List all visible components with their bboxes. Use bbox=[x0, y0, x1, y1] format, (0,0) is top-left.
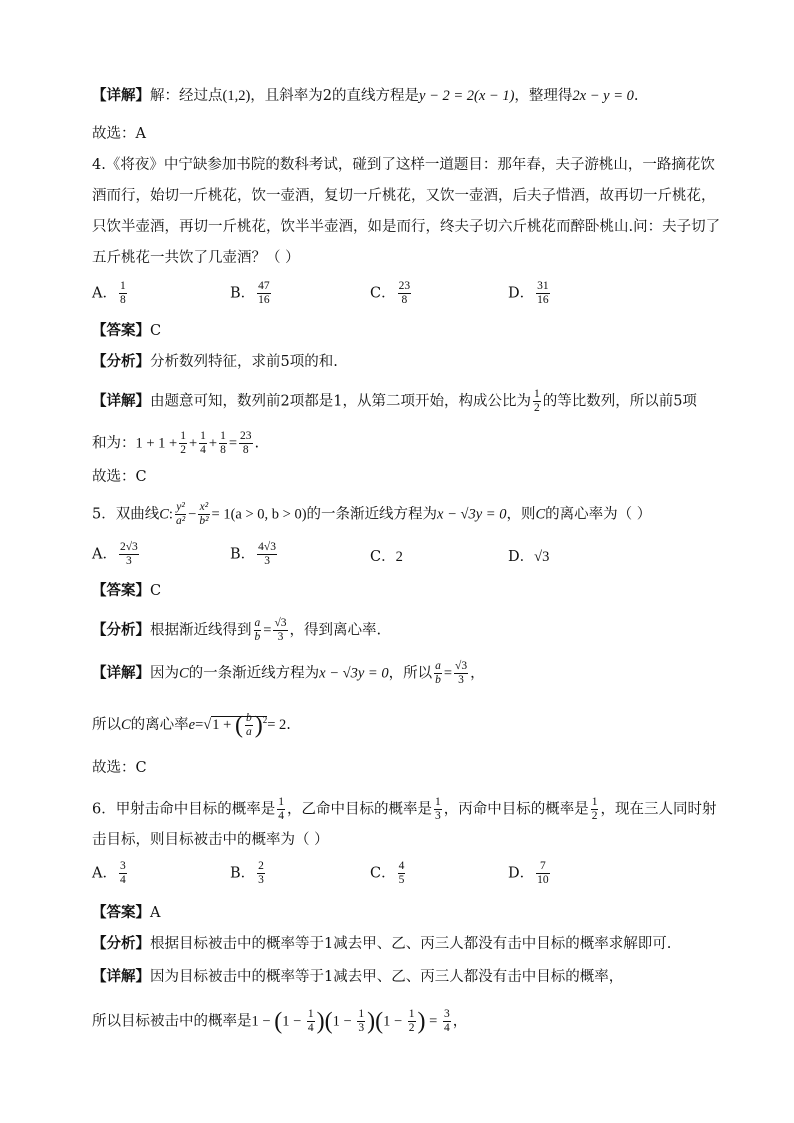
numerator: 1 bbox=[119, 280, 126, 292]
q5-option-b bbox=[230, 541, 279, 568]
option-label: C． bbox=[370, 285, 396, 302]
numerator: 1 bbox=[591, 796, 598, 808]
q4-analysis bbox=[92, 352, 338, 372]
stem-text: ，乙命中目标的概率是 bbox=[286, 801, 432, 818]
denominator: 4 bbox=[119, 874, 126, 886]
stem-text: 的离心率为（ ） bbox=[545, 506, 652, 523]
denominator: a bbox=[245, 726, 252, 738]
q4-detail bbox=[92, 388, 697, 415]
q5-eccentricity-line: 所以C的离心率e=√1 + ( $\frac{b}{a}$ )$^2$= 2. bbox=[92, 712, 291, 739]
denominator: 3 bbox=[358, 1022, 365, 1034]
q6-final-line: 所以目标被击中的概率是1 − (1 − $\frac{1}{4}$ )(1 − $\frac{1}{3}$ )(1 − $\frac{1}{2}$ ) = $\frac{3}{4}$ ， bbox=[92, 1008, 468, 1035]
denominator: 3 bbox=[264, 555, 270, 567]
analysis-tag: 【分析】 bbox=[92, 354, 150, 370]
q3-detail-text-c: ，整理得 bbox=[514, 88, 573, 104]
detail-tag: 【详解】 bbox=[92, 969, 150, 985]
detail-text: 因为 bbox=[150, 665, 179, 682]
q4-option-d bbox=[508, 280, 552, 307]
option-value: √3 bbox=[534, 549, 550, 565]
fraction bbox=[398, 280, 412, 307]
denominator: 16 bbox=[537, 294, 549, 306]
q6-stem-line-2: 击目标，则目标被击中的概率为（ ） bbox=[92, 832, 329, 848]
numerator: 1 bbox=[533, 388, 540, 400]
detail-text: 的离心率 bbox=[130, 716, 189, 733]
option-label: A． bbox=[92, 285, 117, 302]
numerator: √3 bbox=[274, 617, 287, 629]
q5-choice: 故选：C bbox=[92, 760, 147, 776]
numerator: 2√3 bbox=[119, 541, 138, 553]
q5-analysis: 【分析】根据渐近线得到 $\frac{a}{b}$ = $\frac{√3}{3}$ ，得到离心率. bbox=[92, 617, 382, 643]
fraction bbox=[307, 1008, 315, 1035]
fraction bbox=[536, 280, 550, 307]
q4-choice: 故选：C bbox=[92, 469, 147, 485]
numerator: 3 bbox=[119, 860, 126, 872]
eccentricity-variable: e bbox=[188, 716, 196, 733]
condition: = 1(a > 0, b > 0) bbox=[211, 506, 307, 523]
analysis-text: 根据目标被击中的概率等于1减去甲、乙、丙三人都没有击中目标的概率求解即可. bbox=[150, 936, 672, 952]
eccentricity-value: = 2 bbox=[267, 716, 287, 733]
denominator: 3 bbox=[126, 555, 132, 567]
q3-detail-text-a: 解：经过点 bbox=[150, 88, 223, 104]
q3-detail-text-b: ，且斜率为2的直线方程是 bbox=[250, 88, 420, 104]
q4-stem-line-3: 只饮半壶酒，再切一斤桃花，饮半半壶酒，如是而行，终夫子切六斤桃花而醉卧桃山.问：夫子切了 bbox=[92, 219, 721, 235]
denominator: 2 bbox=[533, 402, 540, 414]
fraction bbox=[257, 541, 277, 568]
numerator: y² bbox=[176, 501, 185, 513]
fraction bbox=[245, 712, 253, 739]
option-label: B． bbox=[230, 865, 256, 882]
numerator: 1 bbox=[408, 1008, 415, 1020]
fraction bbox=[257, 860, 265, 887]
option-label: A． bbox=[92, 546, 117, 563]
detail-text: ，所以 bbox=[388, 665, 433, 682]
fraction bbox=[398, 860, 406, 887]
curve-name: C bbox=[179, 665, 189, 682]
fraction bbox=[119, 541, 139, 568]
numerator: 1 bbox=[278, 796, 284, 808]
detail-text: 所以目标被击中的概率是 bbox=[92, 1013, 252, 1030]
numerator: b bbox=[245, 712, 252, 724]
q4-stem-line-1: 4.《将夜》中宁缺参加书院的数科考试，碰到了这样一道题目：那年春，夫子游桃山，一路摘花饮 bbox=[92, 157, 715, 173]
q6-analysis bbox=[92, 934, 671, 954]
detail-text: 由题意可知，数列前2项都是1，从第二项开始，构成公比为 bbox=[150, 393, 531, 410]
q4-stem-line-2: 酒而行，始切一斤桃花，饮一壶酒，复切一斤桃花，又饮一壶酒，后夫子惜酒，故再切一斤桃花， bbox=[92, 188, 716, 204]
analysis-tag: 【分析】 bbox=[92, 622, 150, 639]
q6-option-d bbox=[508, 860, 552, 887]
stem-text: ，丙命中目标的概率是 bbox=[443, 801, 589, 818]
curve-name: C bbox=[535, 506, 546, 523]
q6-option-a bbox=[92, 860, 129, 887]
answer-tag: 【答案】 bbox=[92, 905, 150, 921]
denominator: 2 bbox=[408, 1022, 415, 1034]
fraction bbox=[254, 617, 262, 644]
denominator: 8 bbox=[401, 294, 408, 306]
numerator: 1 bbox=[180, 430, 186, 442]
denominator: 3 bbox=[434, 810, 441, 822]
q4-option-a bbox=[92, 280, 129, 307]
asymptote-equation: x − √3y = 0 bbox=[437, 506, 507, 523]
sum-prefix: 和为： bbox=[92, 435, 136, 452]
denominator: a² bbox=[175, 515, 186, 527]
denominator: 10 bbox=[537, 874, 549, 886]
curve-name: C bbox=[159, 506, 169, 523]
denominator: 8 bbox=[242, 444, 249, 456]
denominator: 16 bbox=[258, 294, 270, 306]
q4-option-b bbox=[230, 280, 273, 307]
option-label: B． bbox=[230, 546, 256, 563]
option-label: A． bbox=[92, 865, 117, 882]
denominator: 4 bbox=[278, 810, 284, 822]
asymptote-equation: x − √3y = 0 bbox=[319, 665, 389, 682]
q6-option-c bbox=[370, 860, 407, 887]
analysis-text: 根据渐近线得到 bbox=[150, 622, 252, 639]
detail-text: 的一条渐近线方程为 bbox=[188, 665, 320, 682]
detail-tag: 【详解】 bbox=[92, 665, 150, 682]
answer-value: A bbox=[150, 905, 161, 921]
q5-detail: 【详解】因为C的一条渐近线方程为x − √3y = 0，所以 $\frac{a}{b}$ = $\frac{√3}{3}$ ， bbox=[92, 660, 485, 686]
q5-option-d bbox=[508, 545, 549, 566]
fraction bbox=[434, 796, 442, 823]
q4-option-c bbox=[370, 280, 413, 307]
detail-text: 的等比数列，所以前5项 bbox=[542, 393, 697, 410]
ratio-fraction bbox=[533, 388, 541, 415]
fraction bbox=[434, 660, 442, 687]
denominator: 3 bbox=[258, 874, 264, 886]
numerator: 1 bbox=[358, 1008, 365, 1020]
numerator: 31 bbox=[537, 280, 549, 292]
numerator: 23 bbox=[398, 280, 411, 292]
q6-option-b bbox=[230, 860, 267, 887]
numerator: 1 bbox=[220, 430, 226, 442]
q3-period: . bbox=[633, 88, 639, 104]
q6-answer bbox=[92, 903, 160, 923]
fraction bbox=[179, 430, 187, 457]
numerator: 1 bbox=[307, 1008, 314, 1020]
q4-stem-line-4: 五斤桃花一共饮了几壶酒？（ ） bbox=[92, 250, 300, 266]
fraction bbox=[408, 1008, 416, 1035]
fraction bbox=[273, 617, 287, 644]
analysis-tag: 【分析】 bbox=[92, 936, 150, 952]
numerator: x² bbox=[199, 501, 209, 513]
fraction bbox=[175, 501, 186, 528]
denominator: 3 bbox=[277, 631, 284, 643]
numerator: 4√3 bbox=[258, 541, 276, 553]
q3-equation: y − 2 = 2(x − 1) bbox=[419, 88, 515, 104]
numerator: 23 bbox=[240, 430, 252, 442]
detail-tag: 【详解】 bbox=[92, 88, 150, 104]
fraction bbox=[277, 796, 285, 823]
numerator: 1 bbox=[200, 430, 206, 442]
detail-tag: 【详解】 bbox=[92, 393, 150, 410]
fraction bbox=[536, 860, 550, 887]
q4-answer bbox=[92, 321, 161, 341]
numerator: √3 bbox=[455, 660, 468, 672]
period: . bbox=[286, 716, 291, 733]
option-label: D． bbox=[508, 285, 535, 302]
denominator: b² bbox=[199, 515, 209, 527]
q6-stem-line-1 bbox=[92, 796, 716, 823]
numerator: 47 bbox=[258, 280, 270, 292]
stem-text: 6．甲射击命中目标的概率是 bbox=[92, 801, 276, 818]
q4-sum-line: 和为：1 + 1 + $\frac{1}{2}$ + $\frac{1}{4}$ + $\frac{1}{8}$ = $\frac{23}{8}$ . bbox=[92, 430, 260, 456]
fraction bbox=[219, 430, 227, 457]
curve-name: C bbox=[121, 716, 131, 733]
q5-stem: 5．双曲线C: $\frac{\text{y²}}{\text{a²}}$ − $\frac{\text{x²}}{\text{b²}}$ = 1(a > 0, b > 0)的一条渐近线方程为x − √3y = 0，则C的离心率为（ ） bbox=[92, 501, 652, 527]
option-label: D． bbox=[508, 865, 535, 882]
detail-text: 所以 bbox=[92, 716, 121, 733]
numerator: 2 bbox=[258, 860, 264, 872]
sqrt-expression: 1 + ( $\frac{b}{a}$ )$^2$ bbox=[212, 712, 268, 739]
stem-text: 5．双曲线 bbox=[92, 506, 160, 523]
option-label: C． bbox=[370, 865, 396, 882]
fraction bbox=[119, 280, 127, 307]
fraction bbox=[119, 860, 127, 887]
denominator: 2 bbox=[180, 444, 186, 456]
detail-text: 因为目标被击中的概率等于1减去甲、乙、丙三人都没有击中目标的概率， bbox=[150, 969, 624, 985]
q3-result-equation: 2x − y = 0 bbox=[572, 88, 634, 104]
denominator: 4 bbox=[443, 1022, 450, 1034]
q3-point: (1,2) bbox=[222, 88, 251, 104]
denominator: 3 bbox=[458, 674, 464, 686]
numerator: 1 bbox=[434, 796, 441, 808]
fraction bbox=[239, 430, 253, 457]
denominator: 8 bbox=[119, 294, 126, 306]
fraction bbox=[357, 1008, 365, 1035]
q3-choice: 故选：A bbox=[92, 126, 146, 142]
fraction bbox=[198, 501, 209, 528]
denominator: b bbox=[435, 674, 441, 686]
analysis-text: ，得到离心率. bbox=[289, 622, 382, 639]
comma: ， bbox=[452, 1013, 468, 1030]
numerator: a bbox=[435, 660, 441, 672]
answer-tag: 【答案】 bbox=[92, 323, 150, 339]
numerator: a bbox=[254, 617, 261, 629]
q5-option-c bbox=[370, 545, 403, 566]
option-label: D． bbox=[508, 549, 535, 565]
option-label: B． bbox=[230, 285, 256, 302]
stem-text: ，现在三人同时射 bbox=[600, 801, 717, 818]
numerator: 3 bbox=[443, 1008, 450, 1020]
answer-value: C bbox=[150, 323, 162, 339]
denominator: b bbox=[254, 631, 261, 643]
q5-option-a bbox=[92, 541, 141, 568]
stem-text: ，则 bbox=[506, 506, 536, 523]
answer-tag: 【答案】 bbox=[92, 583, 150, 599]
denominator: 2 bbox=[591, 810, 598, 822]
q6-detail bbox=[92, 967, 623, 987]
sum-terms: 1 + 1 + bbox=[135, 435, 178, 452]
option-value: 2 bbox=[395, 549, 403, 565]
analysis-text: 分析数列特征，求前5项的和. bbox=[150, 354, 338, 370]
fraction bbox=[454, 660, 468, 687]
denominator: 8 bbox=[220, 444, 226, 456]
q3-detail-line bbox=[92, 86, 638, 106]
numerator: 4 bbox=[398, 860, 405, 872]
q5-answer bbox=[92, 581, 161, 601]
numerator: 7 bbox=[536, 860, 550, 874]
answer-value: C bbox=[150, 583, 162, 599]
fraction bbox=[443, 1008, 451, 1035]
fraction bbox=[591, 796, 599, 823]
stem-text: 的一条渐近线方程为 bbox=[306, 506, 438, 523]
denominator: 4 bbox=[307, 1022, 314, 1034]
denominator: 4 bbox=[200, 444, 206, 456]
option-label: C． bbox=[370, 549, 396, 565]
denominator: 5 bbox=[398, 874, 405, 886]
fraction bbox=[199, 430, 207, 457]
fraction bbox=[257, 280, 271, 307]
